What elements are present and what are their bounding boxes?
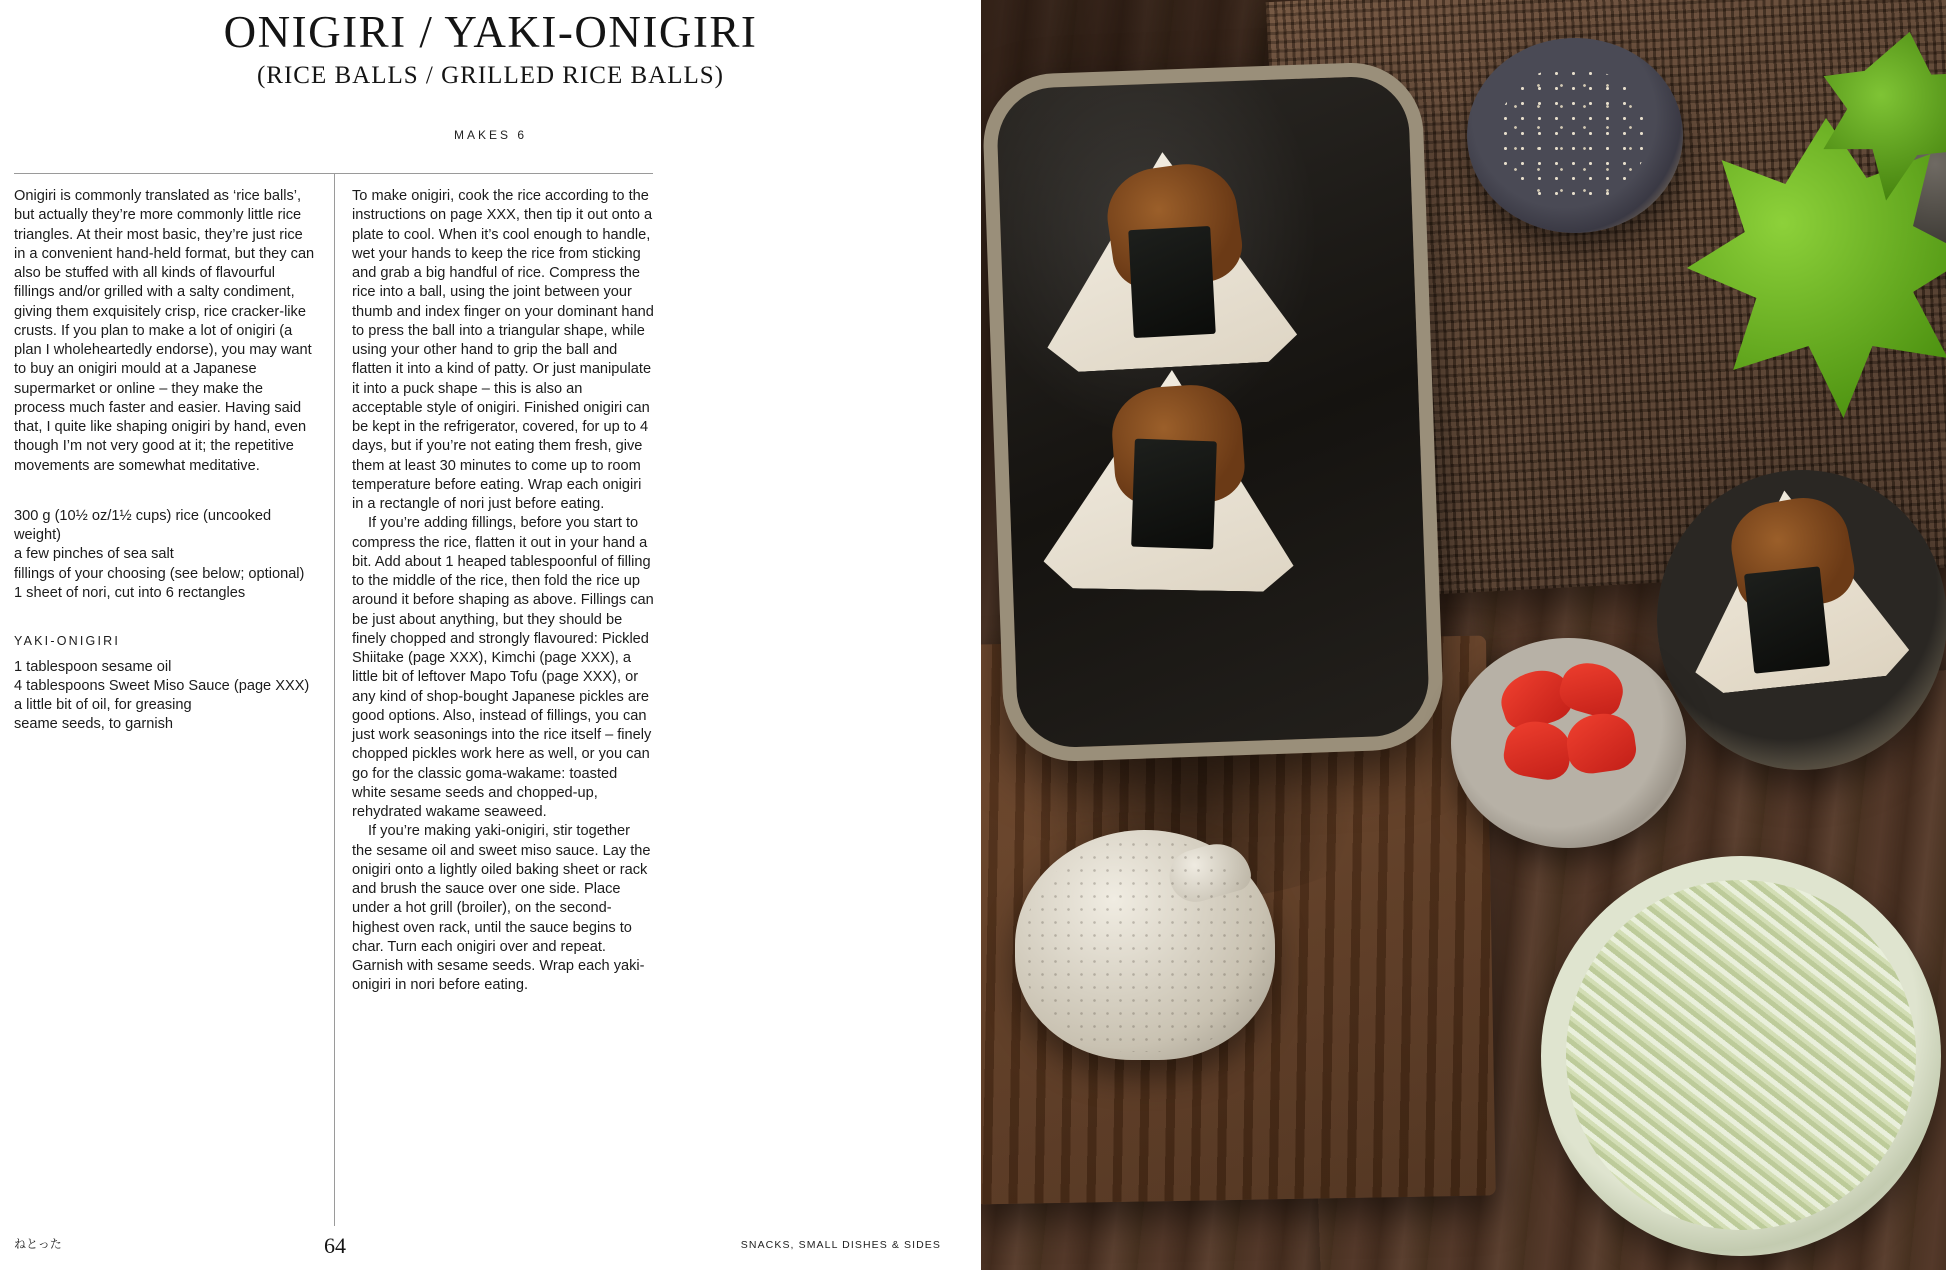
page-number: 64 bbox=[324, 1233, 346, 1258]
list-item: 4 tablespoons Sweet Miso Sauce (page XXX) bbox=[14, 677, 310, 694]
vertical-rule bbox=[334, 173, 335, 1226]
list-item: fillings of your choosing (see below; optional) bbox=[14, 565, 305, 582]
left-column bbox=[14, 187, 316, 735]
list-item: 1 tablespoon sesame oil bbox=[14, 658, 172, 675]
method-paragraph: To make onigiri, cook the rice according to the instructions on page XXX, then tip it out onto a plate to cool. When it’s cool enough to handle, wet your hands to keep the rice from sticking and grab a big handful of rice. Compress the rice into a ball, using the joint between your thumb and index finger on your dominant hand to press the ball into a triangular shape, while using your other hand to grip the ball and flatten it into a kind of patty. Or just manipulate it into a puck shape – this is also an acceptable style of onigiri. Finished onigiri can be kept in the refrigerator, covered, for up to 4 days, but if you’re not eating them fresh, give them at least 30 minutes to come up to room temperature before eating. Wrap each onigiri in a rectangle of nori just before eating. bbox=[352, 188, 654, 512]
nori-strip bbox=[1128, 226, 1216, 338]
method-paragraph: If you’re adding fillings, before you start to compress the rice, flatten it out in your hand a bit. Add about 1 heaped tablespoonful of filling to the middle of the rice, then fold the rice up around it before shaping as above. Fillings can be just about anything, but they should be finely chopped and strongly flavoured: Pickled Shiitake (page XXX), Kimchi (page XXX), a little bit of leftover Mapo Tofu (page XXX), or any kind of shop-bought Japanese pickles are good options. Also, instead of fillings, you can just work seasonings into the rice itself – finely chopped pickles work here as well, or you can go for the classic goma-wakame: toasted white sesame seeds and chopped-up, rehydrated wakame seaweed. bbox=[352, 515, 654, 820]
nori-strip bbox=[1131, 439, 1217, 550]
list-item: seame seeds, to garnish bbox=[14, 716, 173, 733]
sub-ingredients-list bbox=[14, 658, 316, 735]
shredded-cabbage bbox=[1566, 880, 1916, 1230]
footer-japanese-text: ねとった bbox=[14, 1237, 62, 1251]
intro-paragraph: Onigiri is commonly translated as ‘rice balls’, but actually they’re more commonly little rice triangles. At their most basic, they’re just rice in a convenient hand-held format, but they can also be stuffed with all kinds of flavourful fillings and/or grilled with a salty condiment, giving them exquisitely crisp, rice cracker-like crusts. If you plan to make a lot of onigiri (a plan I wholeheartedly endorse), you may want to buy an onigiri mould at a Japanese supermarket or online – they make the process much faster and easier. Having said that, I quite like shaping onigiri by hand, even though I’m not very good at it; the repetitive movements are somewhat meditative. bbox=[14, 188, 315, 474]
right-column bbox=[352, 187, 654, 996]
right-page-photograph bbox=[981, 0, 1946, 1270]
page-title: ONIGIRI / YAKI-ONIGIRI bbox=[223, 7, 758, 57]
running-head: SNACKS, SMALL DISHES & SIDES bbox=[740, 1239, 941, 1251]
list-item: 1 sheet of nori, cut into 6 rectangles bbox=[14, 584, 246, 601]
method-paragraph: If you’re making yaki-onigiri, stir together the sesame oil and sweet miso sauce. Lay the onigiri onto a lightly oiled baking sheet or rack and brush the sauce over one side. Place under a hot grill (broiler), on the second-highest oven rack, until the sauce begins to char. Turn each onigiri over and repeat. Garnish with sesame seeds. Wrap each yaki-onigiri in nori before eating. bbox=[352, 823, 651, 994]
pot-speckle-texture bbox=[1023, 838, 1267, 1052]
sesame-seeds bbox=[1497, 66, 1647, 206]
page-subtitle: (RICE BALLS / GRILLED RICE BALLS) bbox=[256, 62, 724, 89]
list-item: a little bit of oil, for greasing bbox=[14, 697, 192, 713]
nori-strip bbox=[1744, 566, 1830, 673]
list-item: 300 g (10½ oz/1½ cups) rice (uncooked weight) bbox=[14, 507, 272, 543]
list-item: a few pinches of sea salt bbox=[14, 546, 174, 563]
ingredients-list bbox=[14, 507, 316, 603]
makes-label: MAKES 6 bbox=[453, 128, 528, 142]
ingredients-subheading: YAKI-ONIGIRI bbox=[14, 634, 121, 648]
